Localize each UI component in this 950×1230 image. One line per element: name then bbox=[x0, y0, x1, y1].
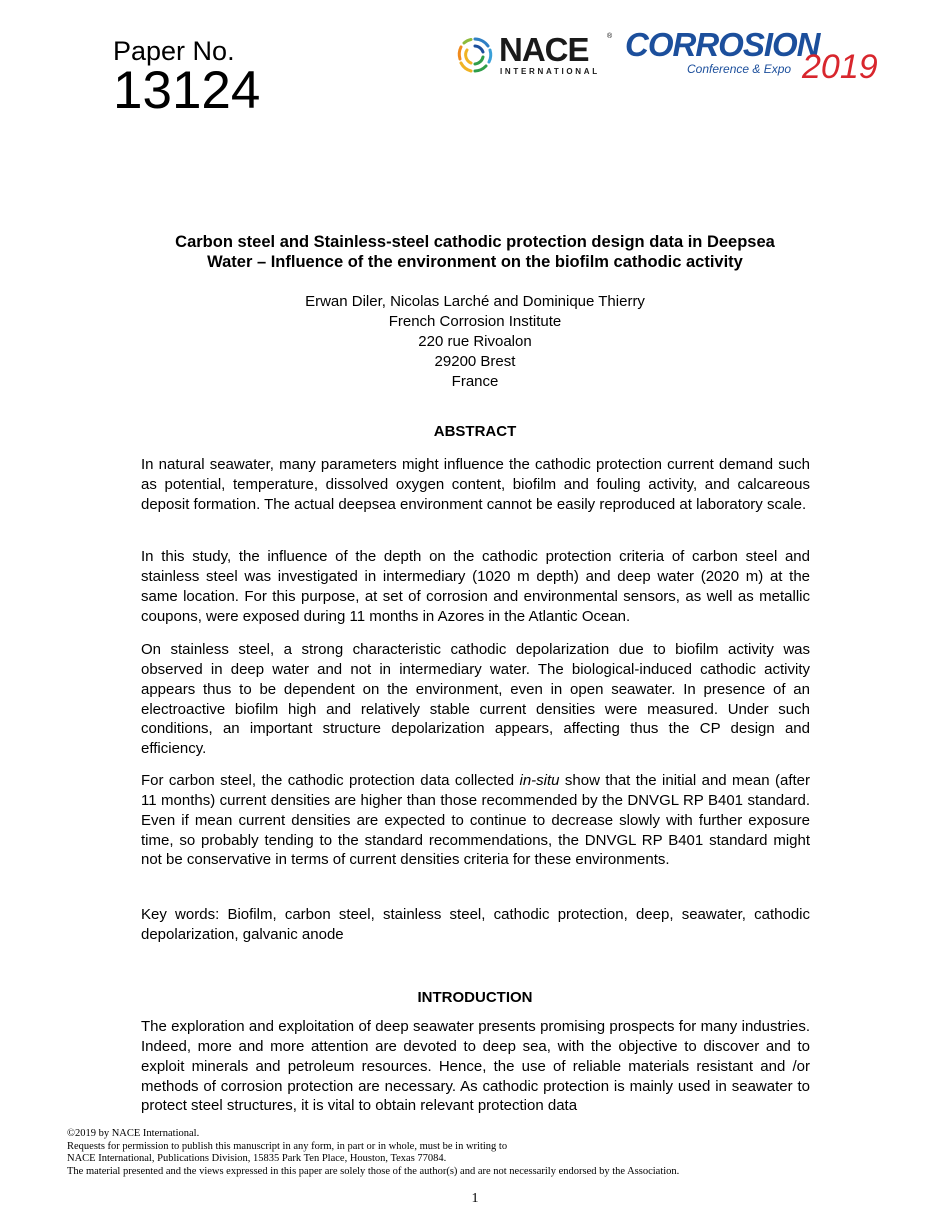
keywords: Key words: Biofilm, carbon steel, stainless steel, cathodic protection, deep, seawater, cathodic depolarization, galvanic anode bbox=[141, 906, 810, 943]
corrosion-conference-logo bbox=[625, 26, 885, 86]
copyright-line: ©2019 by NACE International. bbox=[67, 1128, 200, 1139]
nace-wordmark: NACE bbox=[499, 31, 589, 68]
abstract-paragraph-2: In this study, the influence of the depth on the cathodic protection criteria of carbon steel and stainless steel was investigated in intermediary (1020 m depth) and deep water (2020 m) at the same location. For this purpose, at set of corrosion and environmental sensors, as well as metallic coupons, were exposed during 11 months in Azores in the Atlantic Ocean. bbox=[141, 548, 810, 625]
author-institution: French Corrosion Institute bbox=[388, 313, 562, 330]
nace-logo bbox=[455, 33, 615, 79]
author-block bbox=[200, 292, 750, 392]
permission-line: Requests for permission to publish this manuscript in any form, in part or in whole, must be in writing to bbox=[67, 1140, 508, 1152]
conference-expo-label: Conference & Expo bbox=[687, 62, 792, 76]
disclaimer-line: The material presented and the views expressed in this paper are solely those of the author(s) and are not necessarily endorsed by the Association. bbox=[67, 1165, 680, 1177]
author-city: 29200 Brest bbox=[434, 353, 516, 370]
title-line: Carbon steel and Stainless-steel cathodic protection design data in Deepsea bbox=[175, 233, 775, 251]
abstract-paragraph-4 bbox=[141, 771, 810, 870]
paper-number: 13124 bbox=[113, 61, 261, 120]
abstract-paragraph-1: In natural seawater, many parameters might influence the cathodic protection current demand such as potential, temperature, dissolved oxygen content, biofilm and fouling activity, and calcareous deposit formation. The actual deepsea environment cannot be easily reproduced at laboratory scale. bbox=[141, 456, 810, 513]
abstract-p4-text: For carbon steel, the cathodic protection data collected bbox=[141, 772, 520, 789]
abstract-p4-text: show that the initial and mean (after 11 months) current densities are higher than those recommended by the DNVGL RP B401 standard. Even if mean current densities are expected to continue to decrease slowly with further exposure time, so probably tending to the standard recommendations, the DNVGL RP B401 standard might not be conservative in terms of current densities criteria for these environments. bbox=[141, 772, 810, 869]
paper-label: Paper No. bbox=[113, 36, 235, 66]
in-situ-emphasis: in-situ bbox=[519, 772, 560, 789]
author-names: Erwan Diler, Nicolas Larché and Dominique Thierry bbox=[305, 293, 645, 310]
paper-title bbox=[120, 232, 830, 272]
conference-year: 2019 bbox=[802, 48, 878, 86]
author-street: 220 rue Rivoalon bbox=[418, 333, 532, 350]
address-line: NACE International, Publications Division, 15835 Park Ten Place, Houston, Texas 77084. bbox=[67, 1153, 447, 1165]
introduction-paragraph-1: The exploration and exploitation of deep seawater presents promising prospects for many industries. Indeed, more and more attention are devoted to deep sea, with the objective to discover and to exploit minerals and petroleum resources. Hence, the use of reliable materials resistant and /or methods of corrosion protection are necessary. As cathodic protection is mainly used in seawater to protect steel structures, it is vital to obtain relevant protection data bbox=[141, 1018, 810, 1115]
copyright-footer bbox=[67, 1128, 887, 1178]
author-country: France bbox=[451, 373, 499, 390]
introduction-heading: INTRODUCTION bbox=[417, 989, 533, 1006]
page-number: 1 bbox=[471, 1191, 479, 1206]
registered-mark: ® bbox=[607, 33, 613, 40]
paper-number-block bbox=[113, 36, 261, 120]
corrosion-wordmark: CORROSION bbox=[625, 26, 820, 63]
nace-subtitle: INTERNATIONAL bbox=[500, 67, 600, 76]
title-line: Water – Influence of the environment on the biofilm cathodic activity bbox=[207, 253, 743, 271]
abstract-paragraph-3: On stainless steel, a strong characteristic cathodic depolarization due to biofilm activity was observed in deep water and not in intermediary water. The biological-induced cathodic activity appears thus to be dependent on the environment, even in open seawater. In presence of an electroactive biofilm high and relatively stable current densities were measured. Under such conditions, an important structure depolarization appears, affecting thus the CP design and efficiency. bbox=[141, 641, 810, 758]
abstract-heading: ABSTRACT bbox=[433, 423, 517, 440]
nace-globe-icon bbox=[455, 35, 495, 75]
